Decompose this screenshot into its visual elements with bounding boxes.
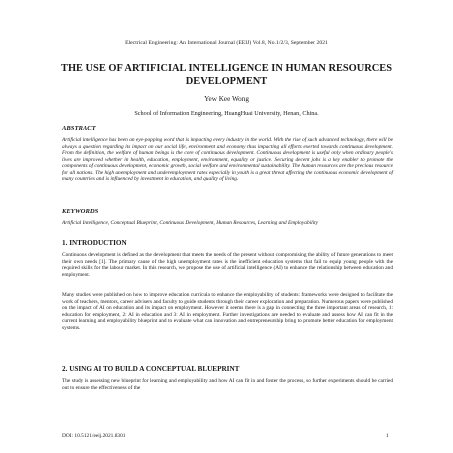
page-number: 1 [386, 433, 389, 439]
abstract-heading: ABSTRACT [62, 125, 96, 132]
doi-footer: DOI: 10.5121/eeij.2021.8301 [62, 433, 126, 439]
journal-header: Electrical Engineering: An International Journal (EEIJ) Vol.8, No.1/2/3, September 2021 [125, 40, 328, 46]
section-1-paragraph-1: Continuous development is defined as the development that meets the needs of the present without compromising the ability of future generations to meet their own needs [1]. The primary cause of the high unemployment rates is the inefficient education systems that fail to equip young people with the required skills for the labour market. In this research, we propose the use of artificial intelligence (AI) to enhance the relationship between education and employment. [62, 252, 393, 278]
keywords-text: Artificial Intelligence, Conceptual Blueprint, Continuous Development, Human Resources, Learning and Employability [62, 220, 318, 226]
section-1-paragraph-2: Many studies were published on how to improve education curricula to enhance the employability of students: frameworks were designed to facilitate the work of teachers, mentors, career advisers and faculty to guide students through their career exploration and preparation. Numerous papers were published on the impact of AI on education and its impact on employment. However it seems there is a gap in connecting the three important areas of research, 1: education for employment, 2: AI in education and 3: AI in employment. Further investigations are needed to evaluate and assess how AI can fit in the current learning and employability blueprint and to evaluate what can innovation and entrepreneurship bring to promote better education for employment systems. [62, 292, 393, 331]
section-1-heading: 1. INTRODUCTION [62, 239, 127, 247]
paper-title: THE USE OF ARTIFICIAL INTELLIGENCE IN HUMAN RESOURCES DEVELOPMENT [61, 63, 392, 87]
abstract-text: Artificial intelligence has been an eye-popping word that is impacting every industry in the world. With the rise of such advanced technology, there will be always a question regarding its impact on our social life, environment and economy thus impacting all efforts exerted towards continuous development. From the definition, the welfare of human beings is the core of continuous development. Continuous development is useful only when ordinary people's lives are improved whether in health, education, employment, environment, equality or justice. Securing decent jobs is a key enabler to promote the components of continuous development, economic growth, social welfare and environmental sustainability. The human resources are the precious resource for all nations. The high unemployment and underemployment rates especially in youth is a great threat affecting the continuous economic development of many countries and is influenced by investment in education, and quality of living. [62, 137, 393, 183]
section-2-heading: 2. USING AI TO BUILD A CONCEPTUAL BLUEPRINT [62, 365, 240, 373]
section-2-paragraph-1: The study is assessing new blueprint for learning and employability and how AI can fit in and foster the process, so further experiments should be carried out to ensure the effectiveness of the [62, 378, 393, 391]
author-name: Yew Kee Wong [204, 95, 249, 103]
author-affiliation: School of Information Engineering, HuangHuai University, Henan, China. [134, 110, 319, 117]
keywords-heading: KEYWORDS [62, 208, 99, 215]
